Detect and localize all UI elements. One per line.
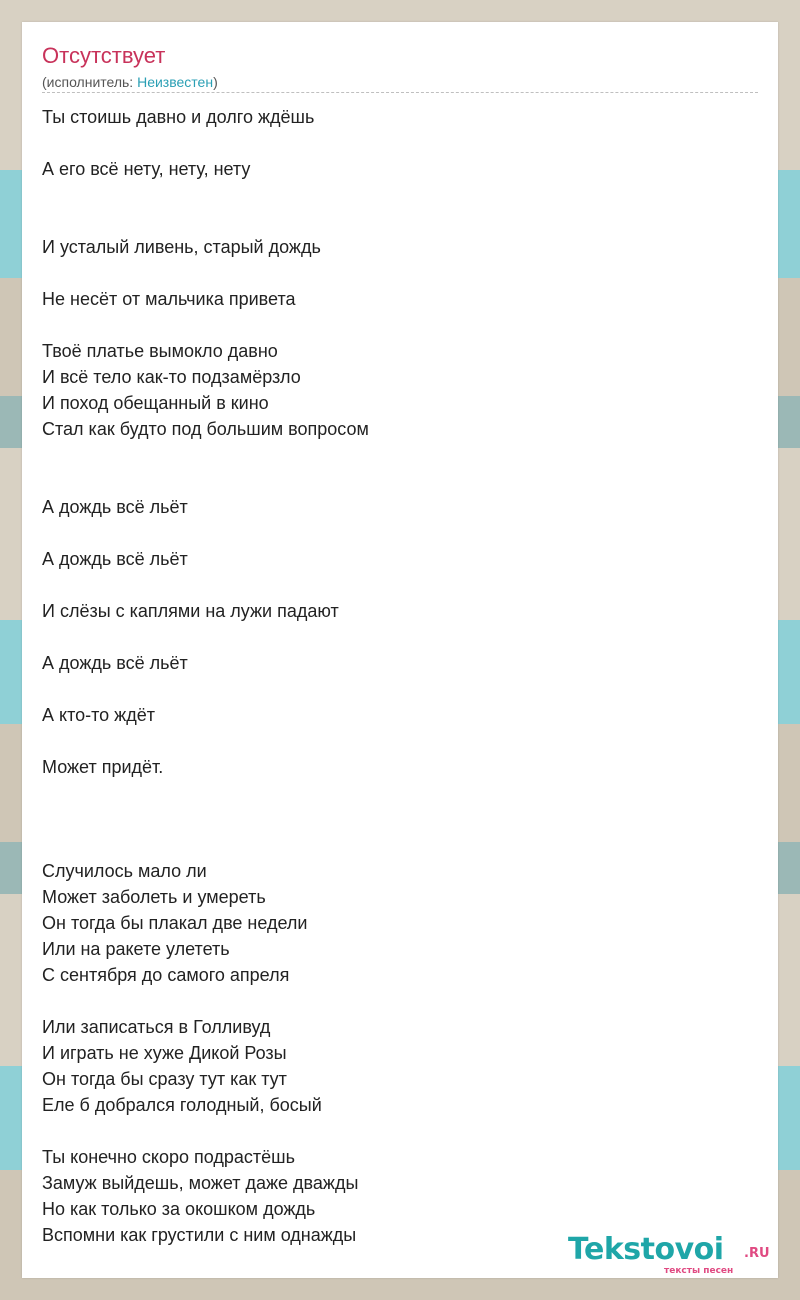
lyric-line: Вспомни как грустили с ним однажды xyxy=(42,1225,357,1245)
subtitle-prefix: (исполнитель: xyxy=(42,74,138,90)
song-subtitle xyxy=(42,73,218,91)
lyric-line: Не несёт от мальчика привета xyxy=(42,289,296,309)
logo-domain: .RU xyxy=(744,1246,770,1261)
lyric-line: Твоё платье вымокло давно xyxy=(42,341,278,361)
lyric-blank-line xyxy=(42,988,758,1014)
lyric-blank-line xyxy=(42,208,758,234)
lyric-blank-line xyxy=(42,1118,758,1144)
lyric-line: Ты стоишь давно и долго ждёшь xyxy=(42,107,315,127)
lyric-line: Может придёт. xyxy=(42,757,164,777)
lyric-line: А дождь всё льёт xyxy=(42,549,188,569)
lyric-line: И усталый ливень, старый дождь xyxy=(42,237,321,257)
lyric-line: С сентября до самого апреля xyxy=(42,965,290,985)
lyric-blank-line xyxy=(42,728,758,754)
song-title: Отсутствует xyxy=(42,43,166,68)
lyric-blank-line xyxy=(42,832,758,858)
lyric-line: И всё тело как-то подзамёрзло xyxy=(42,367,301,387)
lyric-blank-line xyxy=(42,312,758,338)
lyric-blank-line xyxy=(42,260,758,286)
lyric-line: Случилось мало ли xyxy=(42,861,207,881)
lyric-line: Еле б добрался голодный, босый xyxy=(42,1095,322,1115)
logo-tagline: тексты песен xyxy=(664,1266,734,1276)
lyric-blank-line xyxy=(42,442,758,468)
lyric-line: Стал как будто под большим вопросом xyxy=(42,419,369,439)
subtitle-suffix: ) xyxy=(213,74,218,90)
lyric-line: Замуж выйдешь, может даже дважды xyxy=(42,1173,359,1193)
lyric-blank-line xyxy=(42,572,758,598)
logo-wordmark: Tekstovoi xyxy=(568,1232,724,1267)
lyric-blank-line xyxy=(42,468,758,494)
lyric-blank-line xyxy=(42,676,758,702)
lyric-line: Может заболеть и умереть xyxy=(42,887,266,907)
lyric-blank-line xyxy=(42,780,758,806)
lyric-line: А дождь всё льёт xyxy=(42,497,188,517)
lyric-line: А дождь всё льёт xyxy=(42,653,188,673)
lyric-line: И слёзы с каплями на лужи падают xyxy=(42,601,339,621)
lyric-line: И играть не хуже Дикой Розы xyxy=(42,1043,287,1063)
lyric-line: Ты конечно скоро подрастёшь xyxy=(42,1147,295,1167)
lyric-blank-line xyxy=(42,520,758,546)
lyric-line: И поход обещанный в кино xyxy=(42,393,269,413)
lyric-blank-line xyxy=(42,806,758,832)
lyrics-text xyxy=(42,104,758,1248)
lyric-blank-line xyxy=(42,130,758,156)
lyric-line: Он тогда бы плакал две недели xyxy=(42,913,308,933)
lyric-blank-line xyxy=(42,182,758,208)
lyric-line: Он тогда бы сразу тут как тут xyxy=(42,1069,287,1089)
lyric-line: Но как только за окошком дождь xyxy=(42,1199,316,1219)
title-divider xyxy=(42,92,758,93)
lyric-blank-line xyxy=(42,624,758,650)
site-logo[interactable] xyxy=(568,1232,778,1280)
lyric-line: А кто-то ждёт xyxy=(42,705,155,725)
lyrics-card xyxy=(22,22,778,1278)
artist-link[interactable]: Неизвестен xyxy=(137,74,214,90)
lyric-line: Или записаться в Голливуд xyxy=(42,1017,271,1037)
lyric-line: А его всё нету, нету, нету xyxy=(42,159,251,179)
lyric-line: Или на ракете улететь xyxy=(42,939,230,959)
